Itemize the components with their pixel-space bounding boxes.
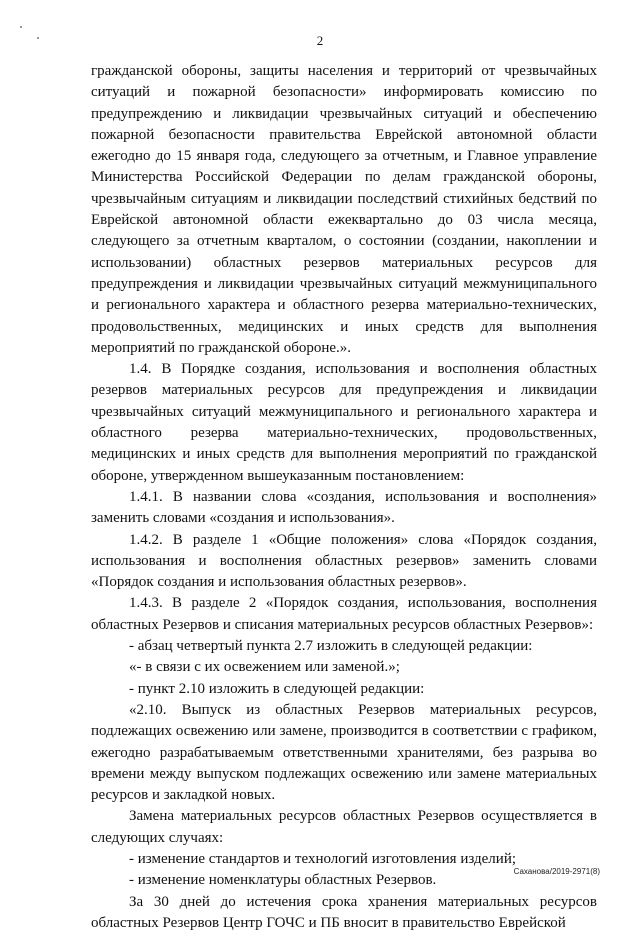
paragraph-quote-2-10: «2.10. Выпуск из областных Резервов материальных ресурсов, подлежащих освежению или замене, производится в соответствии с графиком, ежегодно разрабатываемым ответственными хранителями, без разрыва во времени между выпуском подлежащих освежению или замене материальных ресурсов и закладкой новых. [91,701,597,804]
scan-speck [20,26,22,28]
paragraph-30-days: За 30 дней до истечения срока хранения материальных ресурсов областных Резервов Центр ГОЧС и ПБ вносит в правительство Еврейской [91,893,597,931]
paragraph-continuation: гражданской обороны, защиты населения и территорий от чрезвычайных ситуаций и пожарной безопасности» информировать комиссию по предупреждению и ликвидации чрезвычайных ситуаций и обеспечению пожарной безопасности правительства Еврейской автономной области ежегодно до 15 января года, следующего за отчетным, и Главное управление Министерства Российской Федерации по делам гражданской обороны, чрезвычайным ситуациям и ликвидации последствий стихийных бедствий по Еврейской автономной области ежеквартально до 03 числа месяца, следующего за отчетным кварталом, о состоянии (создании, накоплении и использовании) областных резервов материальных ресурсов для предупреждения и ликвидации чрезвычайных ситуаций межмуниципального и регионального характера и областного резерва материально-технических, продовольственных, медицинских и иных средств для выполнения мероприятий по гражданской обороне.». [91,63,597,356]
paragraph-1-4-1: 1.4.1. В названии слова «создания, использования и восполнения» заменить словами «создания и использования». [91,488,597,527]
paragraph-item-2-7: - абзац четвертый пункта 2.7 изложить в следующей редакции: [129,638,533,655]
footer-reference: Саханова/2019-2971(8) [513,867,600,876]
paragraph-1-4: 1.4. В Порядке создания, использования и восполнения областных резервов материальных ресурсов для предупреждения и ликвидации чрезвычайных ситуаций межмуниципального и регионального характера и областного резерва материально-технических, продовольственных, медицинских и иных средств для выполнения мероприятий по гражданской обороне, утвержденном вышеуказанным постановлением: [91,361,597,484]
list-item-nomenclature: - изменение номенклатуры областных Резервов. [129,872,437,889]
paragraph-item-2-10: - пункт 2.10 изложить в следующей редакции: [129,680,425,697]
page-number: 2 [316,33,324,48]
paragraph-1-4-3: 1.4.3. В разделе 2 «Порядок создания, использования, восполнения областных Резервов и списания материальных ресурсов областных Резервов»: [91,595,597,633]
paragraph-quote-2-7: «- в связи с их освежением или заменой.»; [129,659,400,676]
document-body [91,61,597,934]
paragraph-replacement-cases: Замена материальных ресурсов областных Резервов осуществляется в следующих случаях: [91,808,597,846]
list-item-standards: - изменение стандартов и технологий изготовления изделий; [129,850,517,867]
paragraph-1-4-2: 1.4.2. В разделе 1 «Общие положения» слова «Порядок создания, использования и восполнения областных резервов» заменить словами «Порядок создания и использования областных резервов». [91,531,597,591]
